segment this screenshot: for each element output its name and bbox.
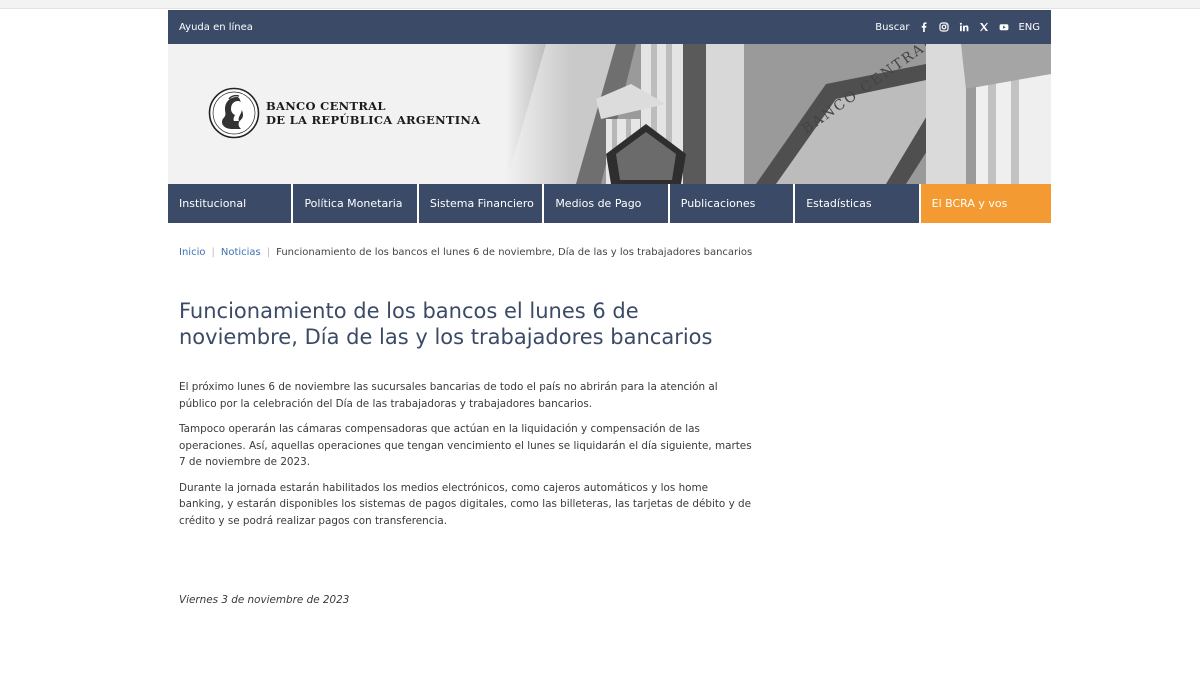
header-banner xyxy=(168,44,1051,184)
main-navigation xyxy=(168,184,1051,223)
top-utility-right xyxy=(875,22,1040,33)
article-title: Funcionamiento de los bancos el lunes 6 de noviembre, Día de las y los trabajadores bancarios xyxy=(179,299,713,349)
logo-line-1: BANCO CENTRAL xyxy=(266,99,386,113)
breadcrumb-home-link[interactable]: Inicio xyxy=(179,247,206,258)
breadcrumb-separator: | xyxy=(266,247,271,258)
article-date: Viernes 3 de noviembre de 2023 xyxy=(179,594,350,606)
nav-item-el-bcra-y-vos[interactable]: El BCRA y vos xyxy=(921,184,1051,223)
site-container xyxy=(168,10,1051,606)
top-utility-bar xyxy=(168,10,1051,44)
article-body xyxy=(179,379,754,529)
help-link[interactable]: Ayuda en línea xyxy=(179,21,253,33)
nav-item-politica-monetaria[interactable]: Política Monetaria xyxy=(293,184,416,223)
nav-item-sistema-financiero[interactable]: Sistema Financiero xyxy=(419,184,542,223)
article-paragraph: Durante la jornada estarán habilitados los medios electrónicos, como cajeros automáticos y los home banking, y estarán disponibles los sistemas de pagos digitales, como las billeteras, las tarjetas de débito y de crédito y se podrá realizar pagos con transferencia. xyxy=(179,481,752,527)
search-link[interactable]: Buscar xyxy=(875,21,910,33)
browser-top-strip xyxy=(0,0,1200,9)
x-icon[interactable] xyxy=(978,22,989,33)
bcra-logo[interactable] xyxy=(208,87,480,139)
breadcrumb-news-link[interactable]: Noticias xyxy=(220,247,261,258)
breadcrumb xyxy=(168,247,1051,258)
bcra-seal-icon xyxy=(208,87,260,139)
language-english-link[interactable]: ENG xyxy=(1018,21,1040,33)
article-paragraph: Tampoco operarán las cámaras compensadoras que actúan en la liquidación y compensación de las operaciones. Así, aquellas operaciones que tengan vencimiento el lunes se liquidarán el día siguiente, martes 7 de noviembre de 2023. xyxy=(179,423,752,468)
nav-item-medios-de-pago[interactable]: Medios de Pago xyxy=(544,184,667,223)
instagram-icon[interactable] xyxy=(938,22,949,33)
bcra-logo-text xyxy=(266,99,480,127)
nav-item-publicaciones[interactable]: Publicaciones xyxy=(670,184,793,223)
logo-line-2: DE LA REPÚBLICA ARGENTINA xyxy=(266,113,481,127)
breadcrumb-separator: | xyxy=(211,247,215,258)
building-facade-image xyxy=(506,44,1051,184)
nav-item-estadisticas[interactable]: Estadísticas xyxy=(795,184,918,223)
nav-item-institucional[interactable]: Institucional xyxy=(168,184,291,223)
article-paragraph: El próximo lunes 6 de noviembre las sucursales bancarias de todo el país no abrirán para la atención al público por la celebración del Día de las trabajadoras y trabajadores bancarios. xyxy=(179,381,718,410)
facebook-icon[interactable] xyxy=(918,22,929,33)
linkedin-icon[interactable] xyxy=(958,22,969,33)
breadcrumb-current: Funcionamiento de los bancos el lunes 6 de noviembre, Día de las y los trabajadores bancarios xyxy=(276,247,753,258)
youtube-icon[interactable] xyxy=(998,22,1009,33)
